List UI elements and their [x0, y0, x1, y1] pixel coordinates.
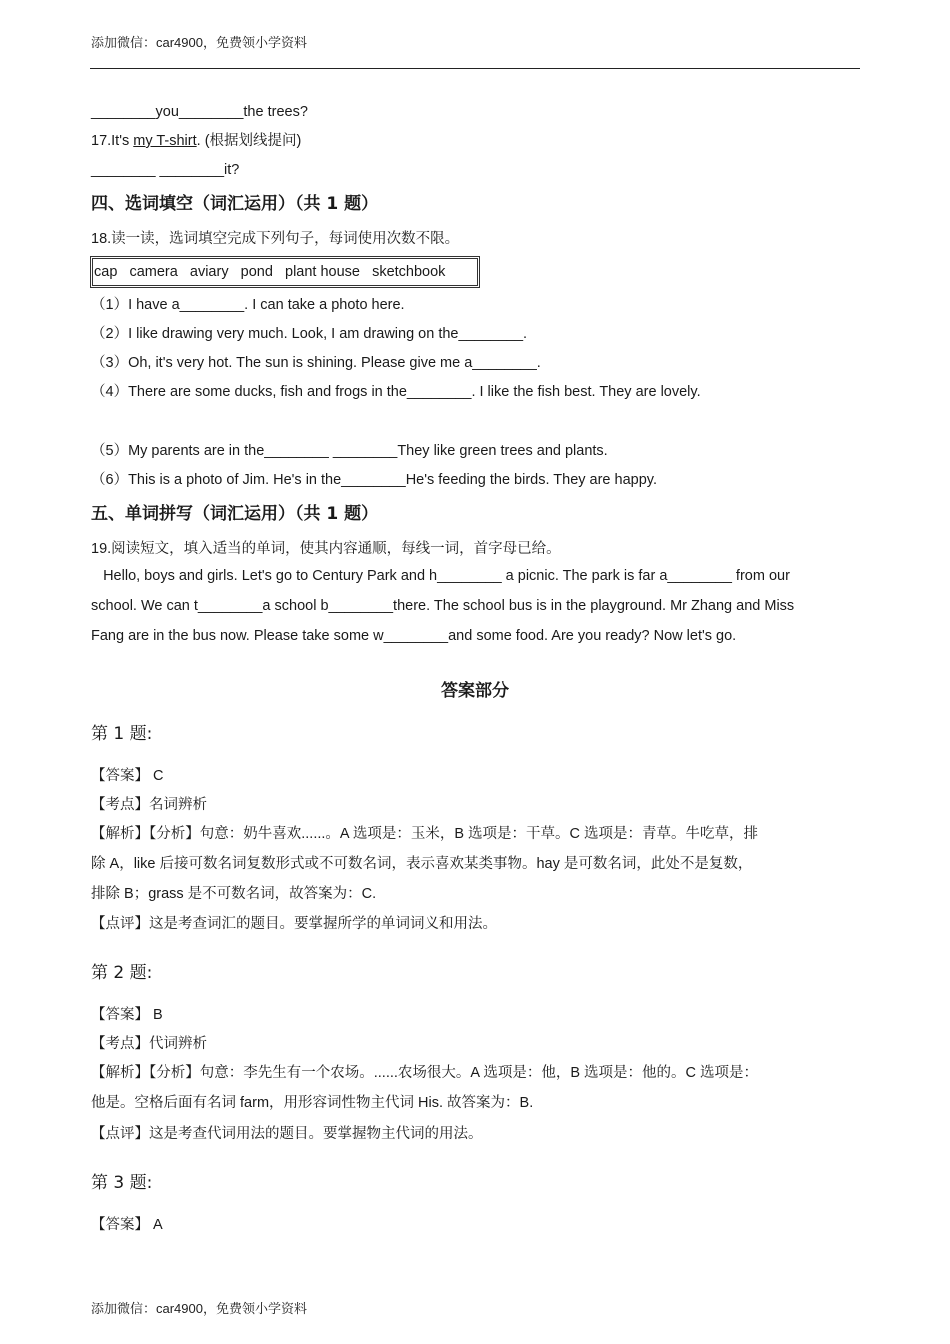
- answer-q2-analysis-1: 【解析】【分析】句意：李先生有一个农场。......农场很大。A 选项是：他，B 选项是：他的。C 选项是：: [91, 1065, 759, 1081]
- answer-q2-heading: 第 2 题:: [91, 963, 153, 983]
- answer-q2-answer: 【答案】 B: [91, 1007, 163, 1023]
- answer-q1-answer: 【答案】 C: [91, 768, 164, 784]
- answer-q3-answer: 【答案】 A: [91, 1217, 163, 1233]
- passage-line-2: school. We can t________a school b________there. The school bus is in the playground. Mr Zhang and Miss: [91, 598, 795, 614]
- q18-item-4: （4）There are some ducks, fish and frogs in the________. I like the fish best. They are lovely.: [91, 384, 701, 400]
- answer-q1-analysis-3: 排除 B；grass 是不可数名词，故答案为：C.: [91, 886, 377, 902]
- q17-prefix: 17.It's: [91, 133, 134, 149]
- word-bank-box: cap camera aviary pond plant house sketchbook: [90, 256, 480, 288]
- answer-section-title: 答案部分: [441, 681, 509, 701]
- answer-q2-analysis-2: 他是。空格后面有名词 farm，用形容词性物主代词 His. 故答案为：B.: [91, 1095, 534, 1111]
- answer-q1-heading: 第 1 题:: [91, 724, 153, 744]
- answer-q2-point: 【考点】代词辨析: [91, 1036, 207, 1052]
- q18-item-1: （1）I have a________. I can take a photo here.: [91, 297, 405, 313]
- q17-blank-line: ________ ________it?: [91, 162, 240, 178]
- q18-item-5: （5）My parents are in the________ ________They like green trees and plants.: [91, 443, 608, 459]
- answer-q2-comment: 【点评】这是考查代词用法的题目。要掌握物主代词的用法。: [91, 1126, 483, 1142]
- q18-item-6: （6）This is a photo of Jim. He's in the________He's feeding the birds. They are happy.: [91, 472, 657, 488]
- answer-q1-analysis-1: 【解析】【分析】句意：奶牛喜欢......。A 选项是：玉米，B 选项是：干草。C 选项是：青草。牛吃草，排: [91, 826, 759, 842]
- q16-blank-line: ________you________the trees?: [91, 104, 308, 120]
- q17-underlined: my T-shirt: [133, 133, 197, 149]
- q17-line: [91, 132, 301, 150]
- q17-suffix: . (根据划线提问): [196, 133, 302, 149]
- answer-q1-comment: 【点评】这是考查词汇的题目。要掌握所学的单词词义和用法。: [91, 916, 497, 932]
- q18-item-3: （3）Oh, it's very hot. The sun is shining. Please give me a________.: [91, 355, 541, 371]
- page-footer: 添加微信：car4900，免费领小学资料: [91, 1301, 307, 1316]
- answer-q3-heading: 第 3 题:: [91, 1173, 153, 1193]
- page-header: 添加微信：car4900，免费领小学资料: [91, 35, 307, 50]
- q18-instruction: 18.读一读，选词填空完成下列句子，每词使用次数不限。: [91, 231, 460, 247]
- section4-title: 四、选词填空（词汇运用）（共 1 题）: [91, 194, 379, 214]
- passage-line-1: Hello, boys and girls. Let's go to Century Park and h________ a picnic. The park is far a________ from our: [91, 568, 790, 584]
- answer-q1-analysis-2: 除 A，like 后接可数名词复数形式或不可数名词，表示喜欢某类事物。hay 是可数名词，此处不是复数，: [91, 856, 753, 872]
- passage-line-3: Fang are in the bus now. Please take some w________and some food. Are you ready? Now let's go.: [91, 628, 737, 644]
- answer-q1-point: 【考点】名词辨析: [91, 797, 207, 813]
- q19-instruction: 19.阅读短文，填入适当的单词，使其内容通顺，每线一词，首字母已给。: [91, 541, 561, 557]
- header-rule: [90, 68, 860, 69]
- section5-title: 五、单词拼写（词汇运用）（共 1 题）: [91, 504, 379, 524]
- q18-item-2: （2）I like drawing very much. Look, I am drawing on the________.: [91, 326, 528, 342]
